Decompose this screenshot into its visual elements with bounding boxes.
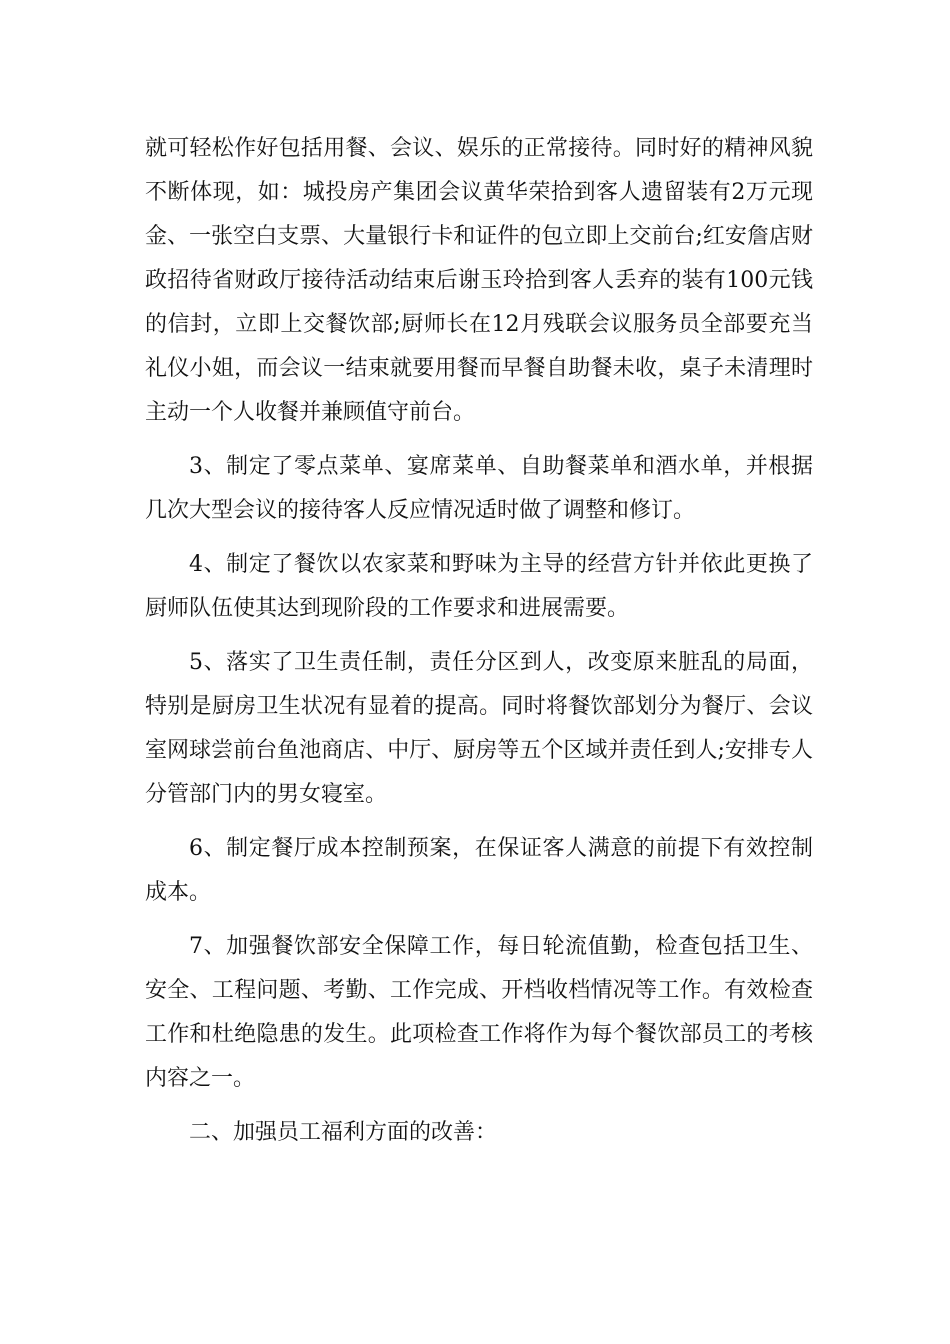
paragraph-item-6: 6、制定餐厅成本控制预案，在保证客人满意的前提下有效控制成本。 (145, 836, 813, 905)
paragraph-item-7: 7、加强餐饮部安全保障工作，每日轮流值勤，检查包括卫生、安全、工程问题、考勤、工作完成、开档收档情况等工作。有效检查工作和杜绝隐患的发生。此项检查工作将作为每个餐饮部员工的考核内容之一。 (145, 934, 813, 1091)
paragraph-continuation: 就可轻松作好包括用餐、会议、娱乐的正常接待。同时好的精神风貌不断体现，如：城投房产集团会议黄华荣拾到客人遗留装有2万元现金、一张空白支票、大量银行卡和证件的包立即上交前台;红安詹店财政招待省财政厅接待活动结束后谢玉玲拾到客人丢弃的装有100元钱的信封，立即上交餐饮部;厨师长在12月残联会议服务员全部要充当礼仪小姐，而会议一结束就要用餐而早餐自助餐未收，桌子未清理时主动一个人收餐并兼顾值守前台。 (145, 136, 813, 425)
paragraph-item-4: 4、制定了餐饮以农家菜和野味为主导的经营方针并依此更换了厨师队伍使其达到现阶段的工作要求和进展需要。 (145, 552, 813, 621)
paragraph-item-5: 5、落实了卫生责任制，责任分区到人，改变原来脏乱的局面，特别是厨房卫生状况有显着的提高。同时将餐饮部划分为餐厅、会议室网球尝前台鱼池商店、中厅、厨房等五个区域并责任到人;安排专人分管部门内的男女寝室。 (145, 650, 813, 807)
paragraph-item-3: 3、制定了零点菜单、宴席菜单、自助餐菜单和酒水单，并根据几次大型会议的接待客人反应情况适时做了调整和修订。 (145, 454, 813, 523)
document-body (145, 127, 813, 1165)
section-heading-2: 二、加强员工福利方面的改善： (189, 1120, 498, 1145)
